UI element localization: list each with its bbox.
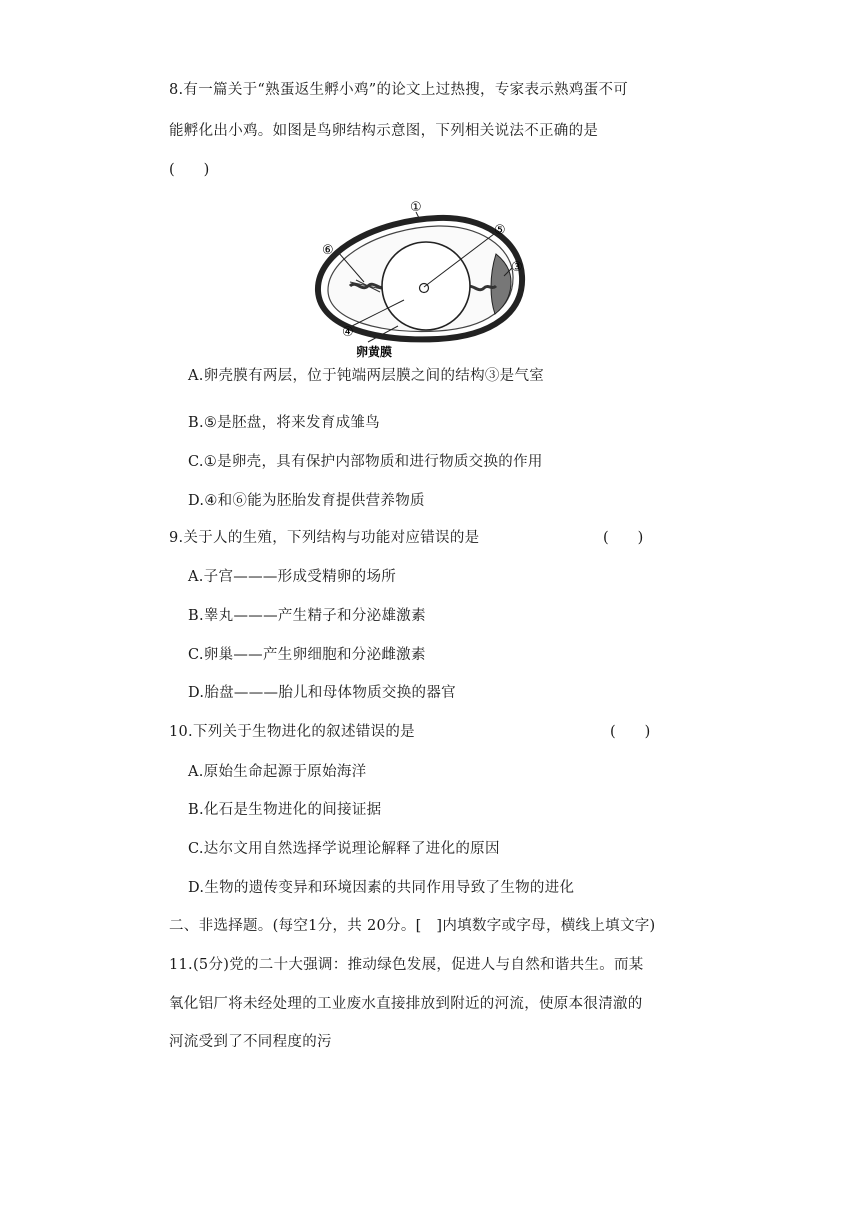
q11-stem-line-1: 11.(5分)党的二十大强调：推动绿色发展，促进人与自然和谐共生。而某 xyxy=(169,957,644,973)
label-3: ③ xyxy=(511,260,523,275)
bird-egg-svg xyxy=(308,196,540,360)
q8-answer-bracket: ( ) xyxy=(169,162,210,178)
q8-stem-line-2: 能孵化出小鸡。如图是鸟卵结构示意图，下列相关说法不正确的是 xyxy=(169,123,599,139)
label-vitelline-membrane: 卵黄膜 xyxy=(356,345,393,359)
q10-option-a: A.原始生命起源于原始海洋 xyxy=(188,764,367,780)
q9-option-c: C.卵巢——产生卵细胞和分泌雌激素 xyxy=(188,647,426,663)
label-1: ① xyxy=(410,200,422,215)
q8-stem-line-1: 8.有一篇关于“熟蛋返生孵小鸡”的论文上过热搜，专家表示熟鸡蛋不可 xyxy=(169,82,629,98)
bird-egg-diagram xyxy=(308,196,540,360)
section-2-heading: 二、非选择题。(每空1分，共 20分。[ ]内填数字或字母，横线上填文字) xyxy=(169,918,656,934)
q9-stem: 9.关于人的生殖，下列结构与功能对应错误的是 xyxy=(169,530,480,546)
q10-option-b: B.化石是生物进化的间接证据 xyxy=(188,802,382,818)
q8-option-d: D.④和⑥能为胚胎发育提供营养物质 xyxy=(188,493,425,509)
q8-option-c: C.①是卵壳，具有保护内部物质和进行物质交换的作用 xyxy=(188,454,543,470)
label-6: ⑥ xyxy=(322,243,334,258)
label-4: ④ xyxy=(342,325,354,340)
q8-option-a: A.卵壳膜有两层，位于钝端两层膜之间的结构③是气室 xyxy=(188,368,545,384)
q9-option-a: A.子宫———形成受精卵的场所 xyxy=(188,569,397,585)
label-5: ⑤ xyxy=(494,223,506,238)
q10-stem: 10.下列关于生物进化的叙述错误的是 xyxy=(169,724,415,740)
q11-stem-line-3: 河流受到了不同程度的污 xyxy=(169,1034,332,1050)
q9-option-b: B.睾丸———产生精子和分泌雄激素 xyxy=(188,608,426,624)
q9-answer-bracket: ( ) xyxy=(603,530,644,546)
q9-option-d: D.胎盘———胎儿和母体物质交换的器官 xyxy=(188,685,456,701)
q8-option-b: B.⑤是胚盘，将来发育成雏鸟 xyxy=(188,415,380,431)
q10-answer-bracket: ( ) xyxy=(610,724,651,740)
q10-option-d: D.生物的遗传变异和环境因素的共同作用导致了生物的进化 xyxy=(188,880,575,896)
q11-stem-line-2: 氧化铝厂将未经处理的工业废水直接排放到附近的河流，使原本很清澈的 xyxy=(169,996,643,1012)
q10-option-c: C.达尔文用自然选择学说理论解释了进化的原因 xyxy=(188,841,500,857)
